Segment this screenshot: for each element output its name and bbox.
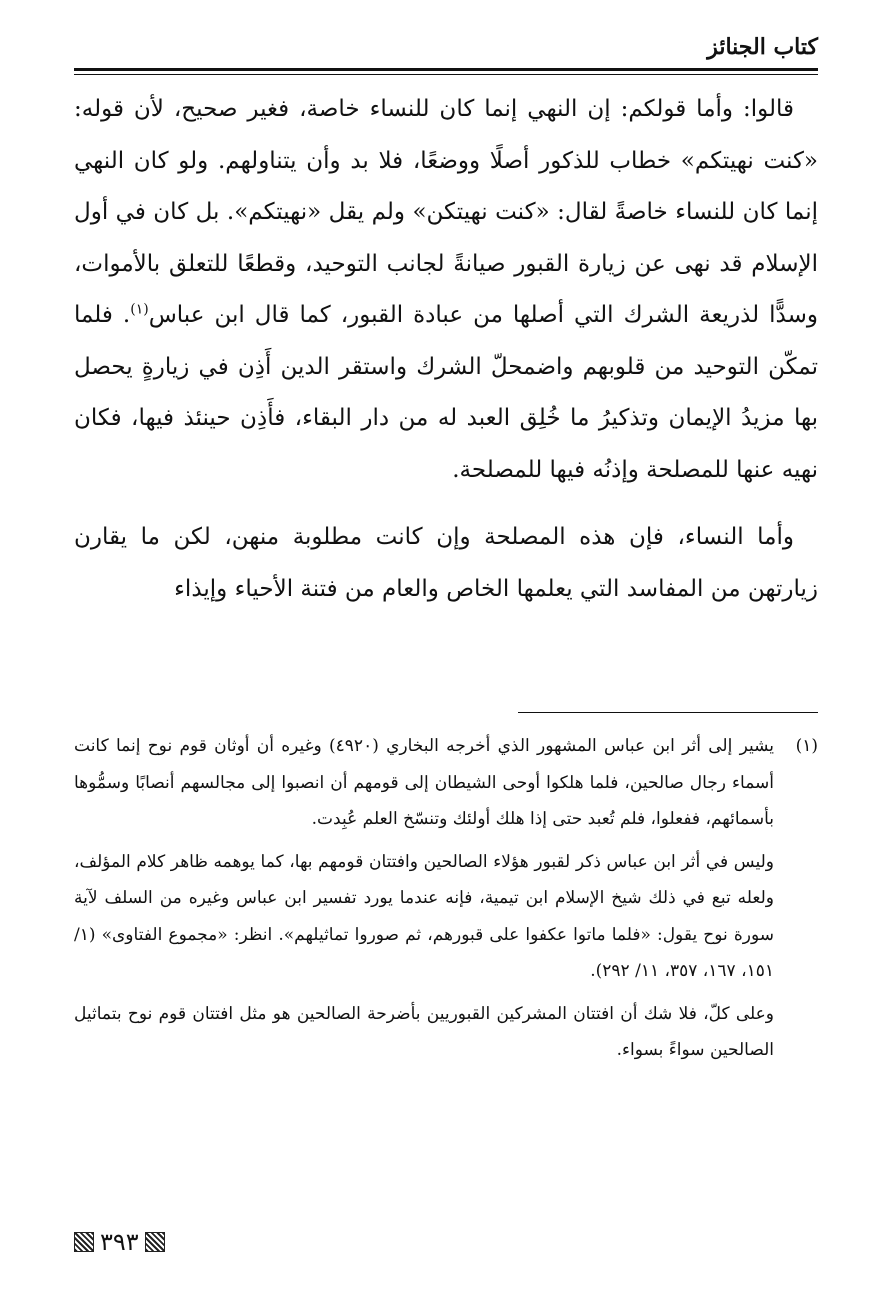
paragraph-1 — [74, 84, 818, 496]
header-rule-thick — [74, 68, 818, 71]
header-rule-thin — [74, 74, 818, 75]
paragraph-2: وأما النساء، فإن هذه المصلحة وإن كانت مطلوبة منهن، لكن ما يقارن زيارتهن من المفاسد التي يعلمها الخاص والعام من فتنة الأحياء وإيذاء — [74, 524, 818, 602]
footnote-reference[interactable]: (١) — [130, 301, 149, 318]
page-number: ٣٩٣ — [100, 1228, 139, 1256]
footnotes — [74, 728, 818, 1069]
decorative-square-icon — [74, 1232, 94, 1252]
footnote-1 — [74, 728, 818, 838]
footnote-number: (١) — [795, 736, 818, 756]
footnote-separator — [518, 712, 818, 713]
paragraph-1-part-1: قالوا: وأما قولكم: إن النهي إنما كان للنساء خاصة، فغير صحيح، لأن قوله: «كنت نهيتكم» خطاب للذكور أصلًا ووضعًا، فلا بد وأن يتناولهم. ولو كان النهي إنما كان للنساء خاصةً لقال: «كنت نهيتكن» ولم يقل «نهيتكم». بل كان في أول الإسلام قد نهى عن زيارة القبور صيانةً لجانب التوحيد، وقطعًا للتعلق بالأموات، وسدًّا لذريعة الشرك التي أصلها من عبادة القبور، كما قال ابن عباس — [74, 96, 818, 328]
decorative-square-icon — [145, 1232, 165, 1252]
running-header — [74, 30, 818, 70]
page-footer — [74, 1228, 165, 1256]
footnote-1-continuation-2: وعلى كلّ، فلا شك أن افتتان المشركين القبوريين بأضرحة الصالحين هو مثل افتتان قوم نوح بتماثيل الصالحين سواءً بسواء. — [74, 1003, 775, 1060]
main-text — [74, 84, 818, 615]
chapter-title: كتاب الجنائز — [707, 34, 818, 60]
paragraph-1-part-2: . فلما تمكّن التوحيد من قلوبهم واضمحلّ الشرك واستقر الدين أَذِن في زيارةٍ يحصل بها مزيدُ الإيمان وتذكيرُ ما خُلِق العبد له من دار البقاء، فأَذِن حينئذ فيها، فكان نهيه عنها للمصلحة وإذنُه فيها للمصلحة. — [74, 302, 818, 483]
footnote-1-text: يشير إلى أثر ابن عباس المشهور الذي أخرجه البخاري (٤٩٢٠) وغيره أن أوثان قوم نوح إنما كانت أسماء رجال صالحين، فلما هلكوا أوحى الشيطان إلى قومهم أن انصبوا إلى مجالسهم أنصابًا وسمُّوها بأسمائهم، ففعلوا، فلم تُعبد حتى إذا هلك أولئك وتنسّخ العلم عُبِدت. — [74, 736, 774, 829]
footnote-1-continuation-1: وليس في أثر ابن عباس ذكر لقبور هؤلاء الصالحين وافتتان قومهم بها، كما يوهمه ظاهر كلام المؤلف، ولعله تبع في ذلك شيخ الإسلام ابن تيمية، فإنه عندما يورد تفسير ابن عباس وغيره من السلف لآية سورة نوح يقول: «فلما ماتوا عكفوا على قبورهم، ثم صوروا تماثيلهم». انظر: «مجموع الفتاوى» (١/ ١٥١، ١٦٧، ٣٥٧، ١١/ ٢٩٢). — [74, 851, 774, 981]
